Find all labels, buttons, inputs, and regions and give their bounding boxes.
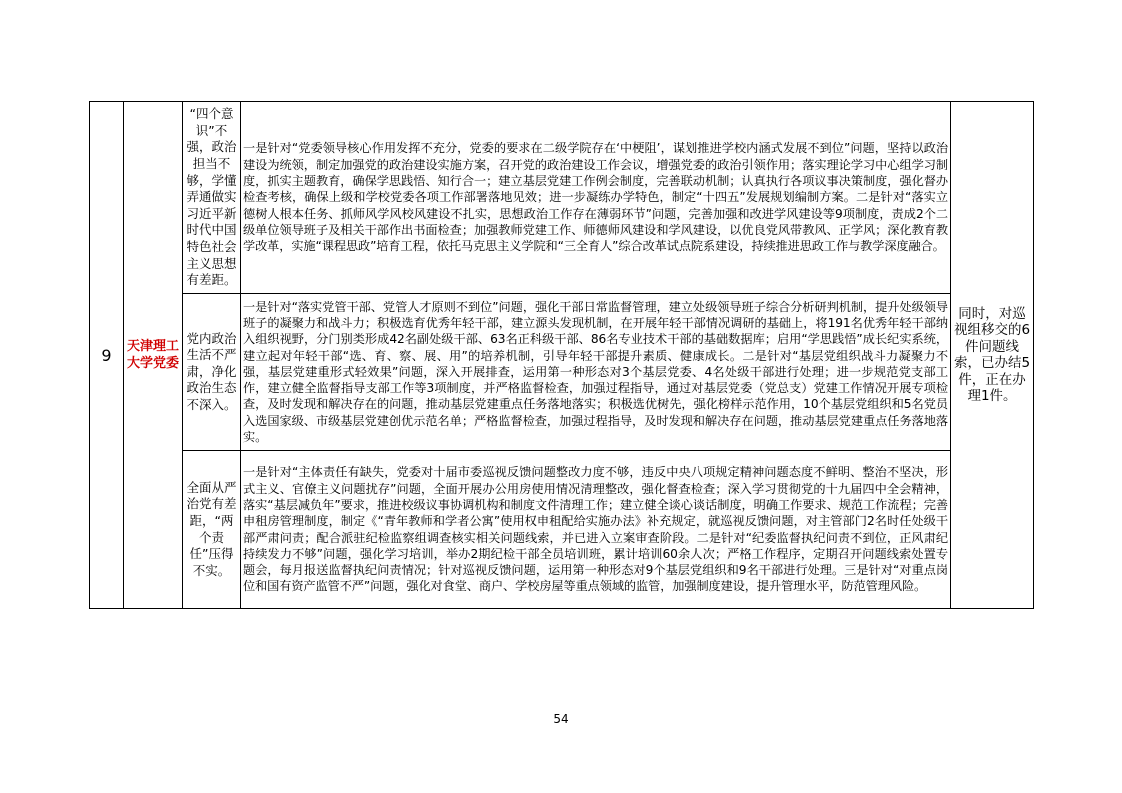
- issue-cell: 党内政治生活不严肃，净化政治生态不深入。: [183, 294, 241, 451]
- table-row: [90, 451, 1034, 609]
- measure-cell: 一是针对“主体责任有缺失，党委对十届市委巡视反馈问题整改力度不够，违反中央八项规定精神问题态度不鲜明、整治不坚决，形式主义、官僚主义问题扰存”问题，全面开展办公用房使用情况清理整改，强化督查检查；深入学习贯彻党的十九届四中全会精神，落实“基层减负年”要求，推进校级议事协调机构和制度文件清理工作；建立健全谈心谈话制度，明确工作要求、规范工作流程；完善申租房管理制度，制定《“青年教师和学者公寓”使用权申租配给实施办法》补充规定，就巡视反馈问题，对主管部门2名时任处级干部严肃问责；配合派驻纪检监察组调查核实相关问题线索，并已进入立案审查阶段。二是针对“纪委监督执纪问责不到位，正风肃纪持续发力不够”问题，强化学习培训，举办2期纪检干部全员培训班，累计培训60余人次；严格工作程序，定期召开问题线索处置专题会，每月报送监督执纪问责情况；针对巡视反馈问题，运用第一种形态对9个基层党组织和9名干部进行处理。三是针对“对重点岗位和国有资产监管不严”问题，强化对食堂、商户、学校房屋等重点领域的监管，加强制度建设，提升管理水平，防范管理风险。: [241, 451, 951, 609]
- table-row: [90, 294, 1034, 451]
- unit-name: 天津理工大学党委: [124, 102, 183, 609]
- row-number: 9: [90, 102, 124, 609]
- rectification-table: [89, 101, 1034, 609]
- measure-cell: 一是针对“党委领导核心作用发挥不充分，党委的要求在二级学院存在‘中梗阻’，谋划推进学校内涵式发展不到位”问题，坚持以政治建设为统领，制定加强党的政治建设实施方案，召开党的政治建设工作会议，增强党委的政治引领作用；落实理论学习中心组学习制度，抓实主题教育，确保学思践悟、知行合一；建立基层党建工作例会制度，完善联动机制；认真执行各项议事决策制度，强化督办检查考核，确保上级和学校党委各项工作部署落地见效；进一步凝练办学特色，制定“十四五”发展规划编制方案。二是针对“落实立德树人根本任务、抓师风学风校风建设不扎实，思想政治工作存在薄弱环节”问题，完善加强和改进学风建设等9项制度，责成2个二级单位领导班子及相关干部作出书面检查；加强教师党建工作、师德师风建设和学风建设，以优良党风带教风、正学风；深化教育教学改革，实施“课程思政”培育工程，依托马克思主义学院和“三全育人”综合改革试点院系建设，持续推进思政工作与教学深度融合。: [241, 102, 951, 294]
- progress-cell: 同时，对巡视组移交的6件问题线索，已办结5件，正在办理1件。: [951, 102, 1034, 609]
- page-number: 54: [553, 712, 569, 726]
- table-row: [90, 102, 1034, 294]
- issue-cell: 全面从严治党有差距，“两个责任”压得不实。: [183, 451, 241, 609]
- measure-cell: 一是针对“落实党管干部、党管人才原则不到位”问题，强化干部日常监督管理，建立处级领导班子综合分析研判机制，提升处级领导班子的凝聚力和战斗力；积极选育优秀年轻干部，建立源头发现机制，在开展年轻干部情况调研的基础上，将191名优秀年轻干部纳入组织视野，分门别类形成42名副处级干部、63名正科级干部、86名专业技术干部的基础数据库；启用“学思践悟”成长纪实系统，建立起对年轻干部“选、育、察、展、用”的培养机制，引导年轻干部提升素质、健康成长。二是针对“基层党组织战斗力凝聚力不强，基层党建重形式轻效果”问题，深入开展排查，运用第一种形态对3个基层党委、4名处级干部进行处理；进一步规范党支部工作，建立健全监督指导支部工作等3项制度，并严格监督检查，加强过程指导，通过对基层党委（党总支）党建工作情况开展专项检查，及时发现和解决存在的问题，推动基层党建重点任务落地落实；积极选优树先，强化榜样示范作用，10个基层党组织和5名党员入选国家级、市级基层党建创优示范名单；严格监督检查，加强过程指导，及时发现和解决存在问题，推动基层党建重点任务落地落实。: [241, 294, 951, 451]
- issue-cell: “四个意识”不强，政治担当不够，学懂弄通做实习近平新时代中国特色社会主义思想有差距。: [183, 102, 241, 294]
